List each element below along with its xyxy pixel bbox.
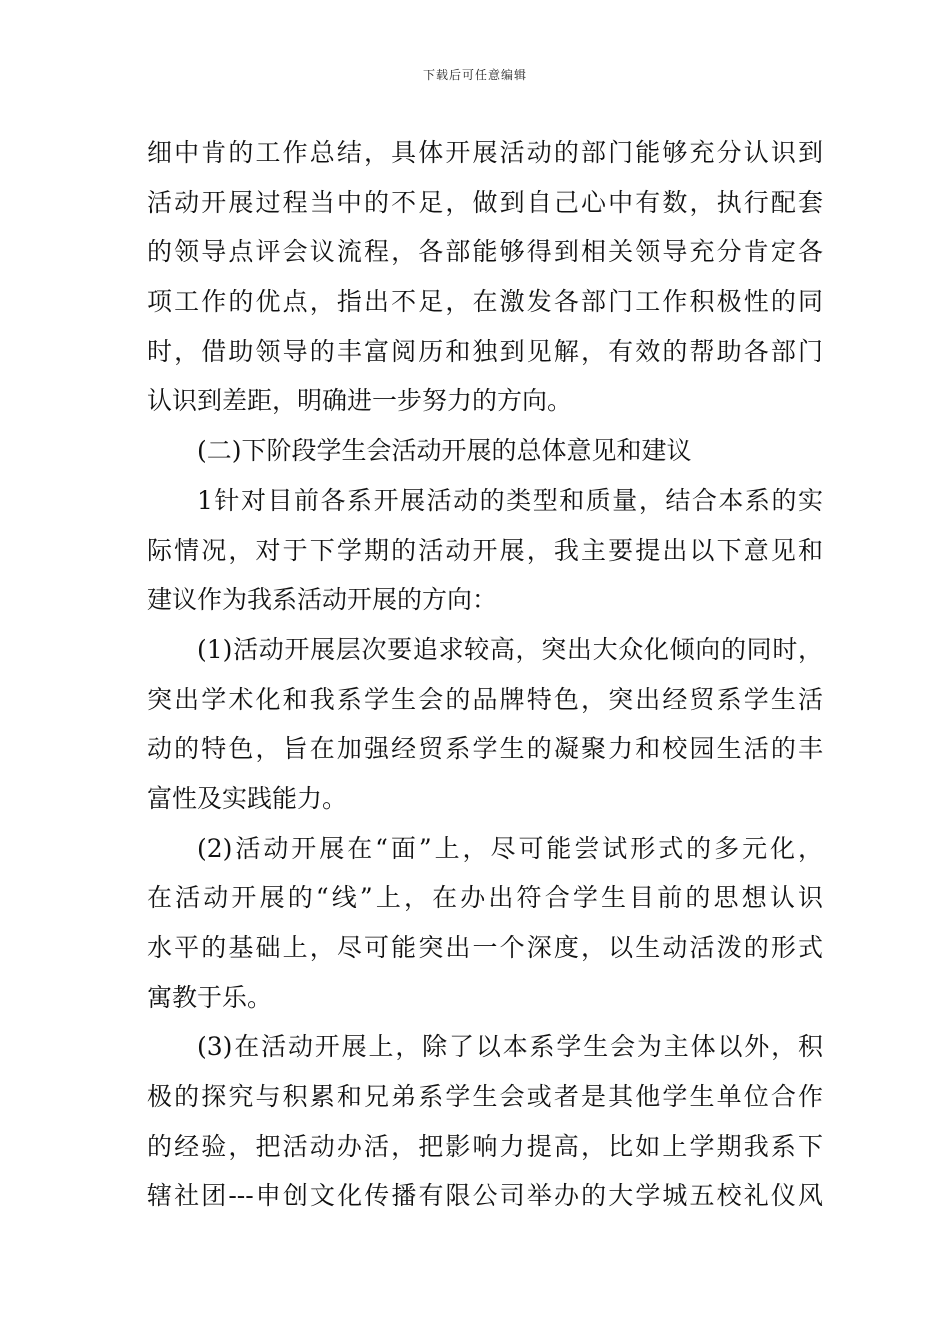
text-line: 项工作的优点，指出不足，在激发各部门工作积极性的同 <box>147 287 823 317</box>
text-line: 认识到差距，明确进一步努力的方向。 <box>147 386 573 416</box>
text-line: 动的特色，旨在加强经贸系学生的凝聚力和校园生活的丰 <box>147 734 823 764</box>
text-line: 的经验，把活动办活，把影响力提高，比如上学期我系下 <box>147 1131 823 1161</box>
text-line: 1针对目前各系开展活动的类型和质量，结合本系的实 <box>197 485 823 515</box>
text-line: 极的探究与积累和兄弟系学生会或者是其他学生单位合作 <box>147 1082 823 1112</box>
text-line: 活动开展过程当中的不足，做到自己心中有数，执行配套 <box>147 187 823 217</box>
text-line: 建议作为我系活动开展的方向： <box>147 585 498 615</box>
text-line: (3)在活动开展上，除了以本系学生会为主体以外，积 <box>197 1032 823 1062</box>
text-line: (2)活动开展在“面”上，尽可能尝试形式的多元化， <box>197 833 823 863</box>
text-line: 辖社团---申创文化传播有限公司举办的大学城五校礼仪风 <box>147 1181 823 1211</box>
text-line: 寓教于乐。 <box>147 982 273 1012</box>
text-line: 富性及实践能力。 <box>147 783 348 813</box>
text-line: 时，借助领导的丰富阅历和独到见解，有效的帮助各部门 <box>147 336 823 366</box>
text-line: (二)下阶段学生会活动开展的总体意见和建议 <box>197 436 692 466</box>
text-line: 的领导点评会议流程，各部能够得到相关领导充分肯定各 <box>147 237 823 267</box>
text-line: 细中肯的工作总结，具体开展活动的部门能够充分认识到 <box>147 138 823 167</box>
page-header: 下载后可任意编辑 <box>422 68 527 82</box>
text-line: 际情况，对于下学期的活动开展，我主要提出以下意见和 <box>147 535 823 565</box>
text-line: 在活动开展的“线”上，在办出符合学生目前的思想认识 <box>147 883 823 913</box>
text-line: (1)活动开展层次要追求较高，突出大众化倾向的同时， <box>197 634 823 664</box>
body-text <box>147 128 823 1221</box>
text-line: 水平的基础上，尽可能突出一个深度，以生动活泼的形式 <box>147 933 823 962</box>
text-line: 突出学术化和我系学生会的品牌特色，突出经贸系学生活 <box>147 684 823 714</box>
